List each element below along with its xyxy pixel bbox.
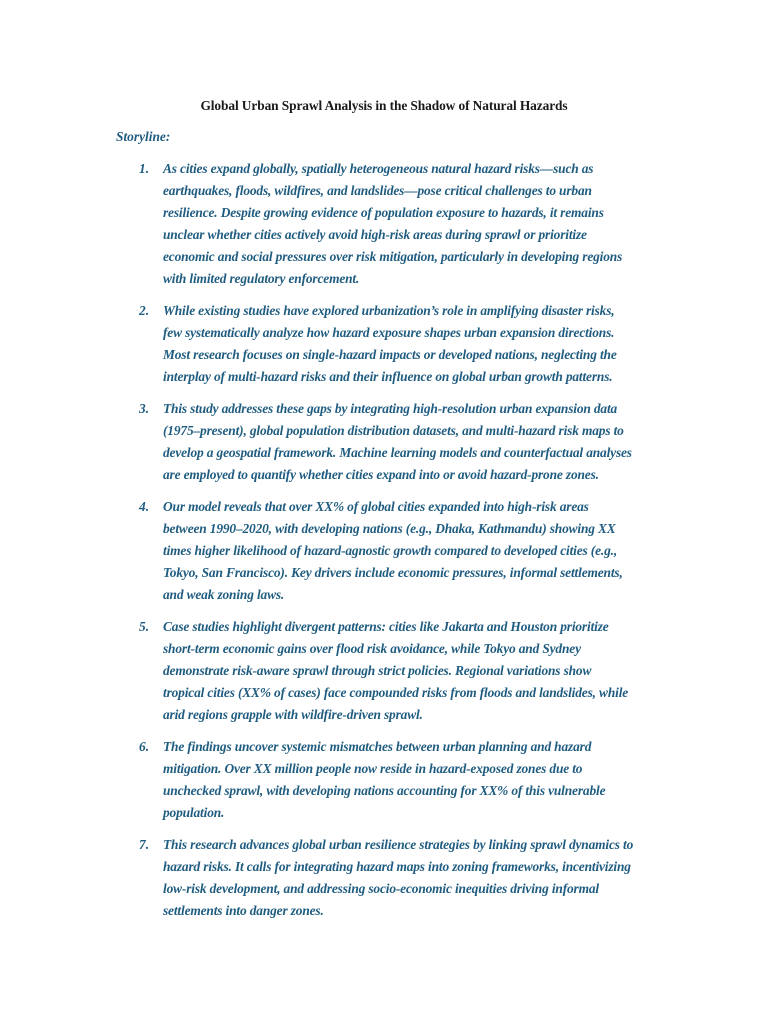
text-line: short-term economic gains over flood risk avoidance, while Tokyo and Sydney	[163, 641, 581, 656]
list-item-number: 3.	[139, 401, 150, 416]
text-line: interplay of multi-hazard risks and their influence on global urban growth patterns.	[163, 369, 613, 384]
list-item-number: 6.	[139, 739, 150, 754]
text-line: settlements into danger zones.	[163, 903, 324, 918]
list-item-text	[163, 158, 663, 290]
list-item-text	[163, 398, 663, 486]
list-item-text	[163, 834, 663, 922]
text-line: population.	[163, 805, 225, 820]
text-line: The findings uncover systemic mismatches between urban planning and hazard	[163, 739, 592, 754]
list-item-text	[163, 300, 663, 388]
list-item	[0, 616, 768, 726]
text-line: While existing studies have explored urbanization’s role in amplifying disaster risks,	[163, 303, 615, 318]
text-line: unclear whether cities actively avoid high-risk areas during sprawl or prioritize	[163, 227, 587, 242]
text-line: times higher likelihood of hazard-agnostic growth compared to developed cities (e.g.,	[163, 543, 618, 558]
text-line: This research advances global urban resilience strategies by linking sprawl dynamics to	[163, 837, 634, 852]
list-item-number: 2.	[139, 303, 150, 318]
text-line: (1975–present), global population distribution datasets, and multi-hazard risk maps to	[163, 423, 624, 438]
text-line: Most research focuses on single-hazard impacts or developed nations, neglecting the	[163, 347, 617, 362]
text-line: earthquakes, floods, wildfires, and landslides—pose critical challenges to urban	[163, 183, 592, 198]
text-line: low-risk development, and addressing socio-economic inequities driving informal	[163, 881, 599, 896]
list-item	[0, 834, 768, 922]
list-item-text	[163, 616, 663, 726]
section-label: Storyline:	[116, 129, 171, 144]
storyline-list	[0, 158, 768, 932]
list-item	[0, 300, 768, 388]
text-line: unchecked sprawl, with developing nations accounting for XX% of this vulnerable	[163, 783, 606, 798]
text-line: This study addresses these gaps by integrating high-resolution urban expansion data	[163, 401, 618, 416]
text-line: few systematically analyze how hazard exposure shapes urban expansion directions.	[163, 325, 615, 340]
list-item	[0, 398, 768, 486]
document-title: Global Urban Sprawl Analysis in the Shadow of Natural Hazards	[200, 98, 568, 113]
text-line: demonstrate risk-aware sprawl through strict policies. Regional variations show	[163, 663, 592, 678]
list-item	[0, 496, 768, 606]
list-item-number: 7.	[139, 837, 150, 852]
text-line: Tokyo, San Francisco). Key drivers include economic pressures, informal settlements,	[163, 565, 623, 580]
text-line: tropical cities (XX% of cases) face compounded risks from floods and landslides, while	[163, 685, 629, 700]
text-line: economic and social pressures over risk mitigation, particularly in developing regions	[163, 249, 623, 264]
list-item-text	[163, 736, 663, 824]
text-line: mitigation. Over XX million people now reside in hazard-exposed zones due to	[163, 761, 583, 776]
text-line: Our model reveals that over XX% of global cities expanded into high-risk areas	[163, 499, 589, 514]
text-line: arid regions grapple with wildfire-driven sprawl.	[163, 707, 423, 722]
text-line: resilience. Despite growing evidence of population exposure to hazards, it remains	[163, 205, 604, 220]
text-line: with limited regulatory enforcement.	[163, 271, 360, 286]
list-item	[0, 736, 768, 824]
text-line: hazard risks. It calls for integrating hazard maps into zoning frameworks, incentivizing	[163, 859, 631, 874]
text-line: develop a geospatial framework. Machine learning models and counterfactual analyses	[163, 445, 632, 460]
list-item	[0, 158, 768, 290]
text-line: are employed to quantify whether cities expand into or avoid hazard-prone zones.	[163, 467, 599, 482]
list-item-number: 4.	[139, 499, 150, 514]
list-item-number: 1.	[139, 161, 150, 176]
text-line: As cities expand globally, spatially heterogeneous natural hazard risks—such as	[163, 161, 594, 176]
text-line: Case studies highlight divergent patterns: cities like Jakarta and Houston prioritize	[163, 619, 609, 634]
list-item-number: 5.	[139, 619, 150, 634]
text-line: and weak zoning laws.	[163, 587, 285, 602]
list-item-text	[163, 496, 663, 606]
text-line: between 1990–2020, with developing nations (e.g., Dhaka, Kathmandu) showing XX	[163, 521, 616, 536]
